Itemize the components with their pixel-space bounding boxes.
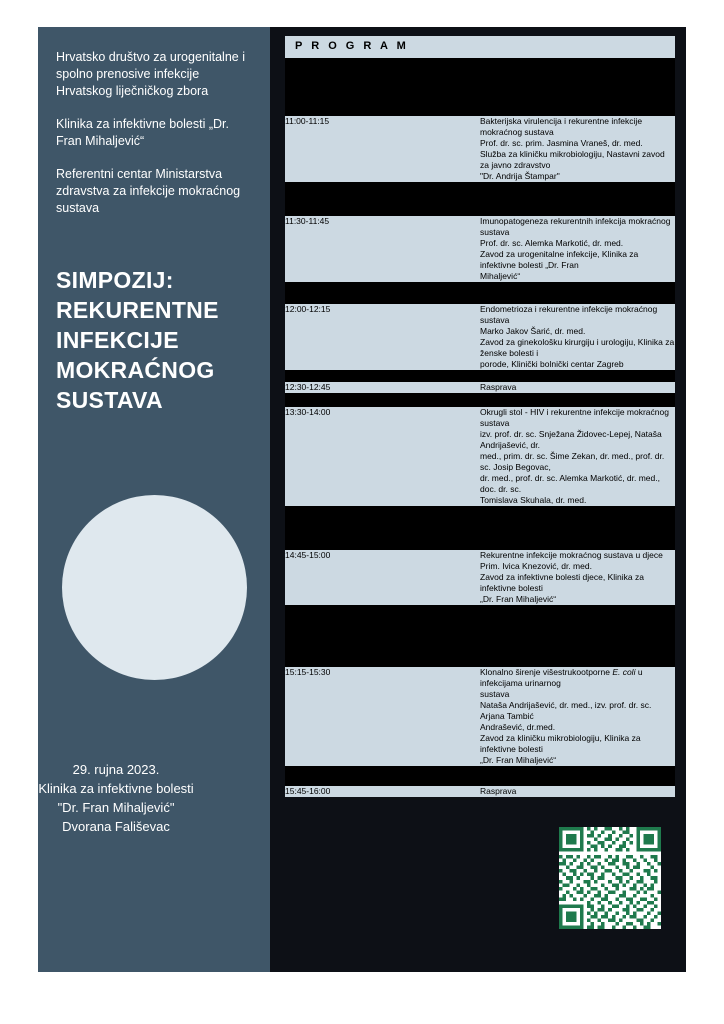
event-venue-1: Klinika za infektivne bolesti — [38, 781, 194, 796]
session-time: 12:30-12:45 — [285, 382, 480, 393]
session-detail: Prof. dr. sc. prim. Jasmina Vraneš, dr. med. — [480, 138, 643, 148]
program-table — [285, 58, 675, 797]
table-row — [285, 116, 675, 182]
session-detail: Mihaljević“ — [480, 271, 521, 281]
session-description — [480, 667, 675, 766]
session-detail: dr. med., prof. dr. sc. Alemka Markotić, dr. med., doc. dr. sc. — [480, 473, 660, 494]
session-detail: Prof. dr. sc. Alemka Markotić, dr. med. — [480, 238, 624, 248]
session-detail: Andrašević, dr.med. — [480, 722, 556, 732]
session-description — [480, 304, 675, 370]
program-section — [285, 36, 675, 797]
session-description — [480, 382, 675, 393]
session-description — [480, 786, 675, 797]
qr-code-icon — [559, 827, 661, 929]
session-detail: Nataša Andrijašević, dr. med., izv. prof. dr. sc. Arjana Tambić — [480, 700, 652, 721]
table-row — [285, 786, 675, 797]
session-time: 11:00-11:15 — [285, 116, 480, 182]
session-description — [480, 550, 675, 605]
spacer-cell — [285, 506, 675, 550]
program-row-spacer — [285, 766, 675, 786]
program-header: P R O G R A M — [285, 36, 675, 58]
page-title: SIMPOZIJ: REKURENTNE INFEKCIJE MOKRAĆNOG SUSTAVA — [56, 267, 219, 413]
table-row — [285, 550, 675, 605]
spacer-cell — [285, 766, 675, 786]
spacer-cell — [285, 370, 675, 382]
organizer-line-2: Klinika za infektivne bolesti „Dr. Fran Mihaljević“ — [56, 117, 229, 148]
table-row — [285, 667, 675, 766]
event-footer — [18, 760, 214, 836]
spacer-cell — [285, 393, 675, 407]
session-time: 12:00-12:15 — [285, 304, 480, 370]
session-title: Bakterijska virulencija i rekurentne infekcije mokraćnog sustava — [480, 116, 643, 137]
program-row-spacer — [285, 182, 675, 216]
session-detail: med., prim. dr. sc. Šime Zekan, dr. med., prof. dr. sc. Josip Begovac, — [480, 451, 665, 472]
session-detail: porode, Klinički bolnički centar Zagreb — [480, 359, 624, 369]
event-venue-2: "Dr. Fran Mihaljević" — [57, 800, 175, 815]
session-detail: "Dr. Andrija Štampar" — [480, 171, 560, 181]
session-detail: „Dr. Fran Mihaljević“ — [480, 594, 557, 604]
session-title: Rekurentne infekcije mokraćnog sustava u djece — [480, 550, 663, 560]
session-title: Klonalno širenje višestrukootporne E. coli u infekcijama urinarnog — [480, 667, 643, 688]
program-row-spacer — [285, 282, 675, 304]
session-title: Rasprava — [480, 786, 517, 796]
program-row-spacer — [285, 605, 675, 667]
spacer-cell — [285, 182, 675, 216]
session-title: Endometrioza i rekurentne infekcije mokraćnog sustava — [480, 304, 658, 325]
session-detail: Služba za kliničku mikrobiologiju, Nastavni zavod za javno zdravstvo — [480, 149, 665, 170]
session-detail: Prim. Ivica Knezović, dr. med. — [480, 561, 592, 571]
table-row — [285, 382, 675, 393]
session-detail: Marko Jakov Šarić, dr. med. — [480, 326, 586, 336]
session-title: Okrugli stol - HIV i rekurentne infekcije mokraćnog sustava — [480, 407, 669, 428]
session-time: 15:15-15:30 — [285, 667, 480, 766]
session-detail: Zavod za ginekološku kirurgiju i urologiju, Klinika za ženske bolesti i — [480, 337, 675, 358]
event-hall: Dvorana Fališevac — [62, 819, 170, 834]
program-row-spacer — [285, 393, 675, 407]
organizer-line-3: Referentni centar Ministarstva zdravstva za infekcije mokraćnog sustava — [56, 167, 241, 215]
organizer-block — [56, 49, 252, 217]
illustration-circle — [62, 495, 247, 680]
session-detail: Zavod za infektivne bolesti djece, Klinika za infektivne bolesti — [480, 572, 644, 593]
qr-code[interactable] — [559, 827, 661, 929]
table-row — [285, 304, 675, 370]
program-row-spacer — [285, 506, 675, 550]
event-date: 29. rujna 2023. — [72, 762, 160, 777]
session-title: Rasprava — [480, 382, 517, 392]
spacer-cell — [285, 58, 675, 116]
table-row — [285, 216, 675, 282]
session-time: 11:30-11:45 — [285, 216, 480, 282]
session-time: 14:45-15:00 — [285, 550, 480, 605]
illustration — [62, 495, 247, 680]
session-detail: „Dr. Fran Mihaljević“ — [480, 755, 557, 765]
session-description — [480, 407, 675, 506]
program-row-spacer — [285, 370, 675, 382]
organizer-line-1: Hrvatsko društvo za urogenitalne i spolno prenosive infekcije Hrvatskog liječničkog zbora — [56, 50, 245, 98]
program-row-spacer — [285, 58, 675, 116]
session-detail: Tomislava Skuhala, dr. med. — [480, 495, 587, 505]
session-time: 15:45-16:00 — [285, 786, 480, 797]
session-detail: Zavod za kliničku mikrobiologiju, Klinika za infektivne bolesti — [480, 733, 641, 754]
session-detail: Zavod za urogenitalne infekcije, Klinika za infektivne bolesti „Dr. Fran — [480, 249, 639, 270]
session-detail: izv. prof. dr. sc. Snježana Židovec-Lepej, Nataša Andrijašević, dr. — [480, 429, 662, 450]
session-time: 13:30-14:00 — [285, 407, 480, 506]
spacer-cell — [285, 605, 675, 667]
spacer-cell — [285, 282, 675, 304]
table-row — [285, 407, 675, 506]
session-description — [480, 216, 675, 282]
session-detail: sustava — [480, 689, 510, 699]
session-description — [480, 116, 675, 182]
session-title: Imunopatogeneza rekurentnih infekcija mokraćnog sustava — [480, 216, 671, 237]
